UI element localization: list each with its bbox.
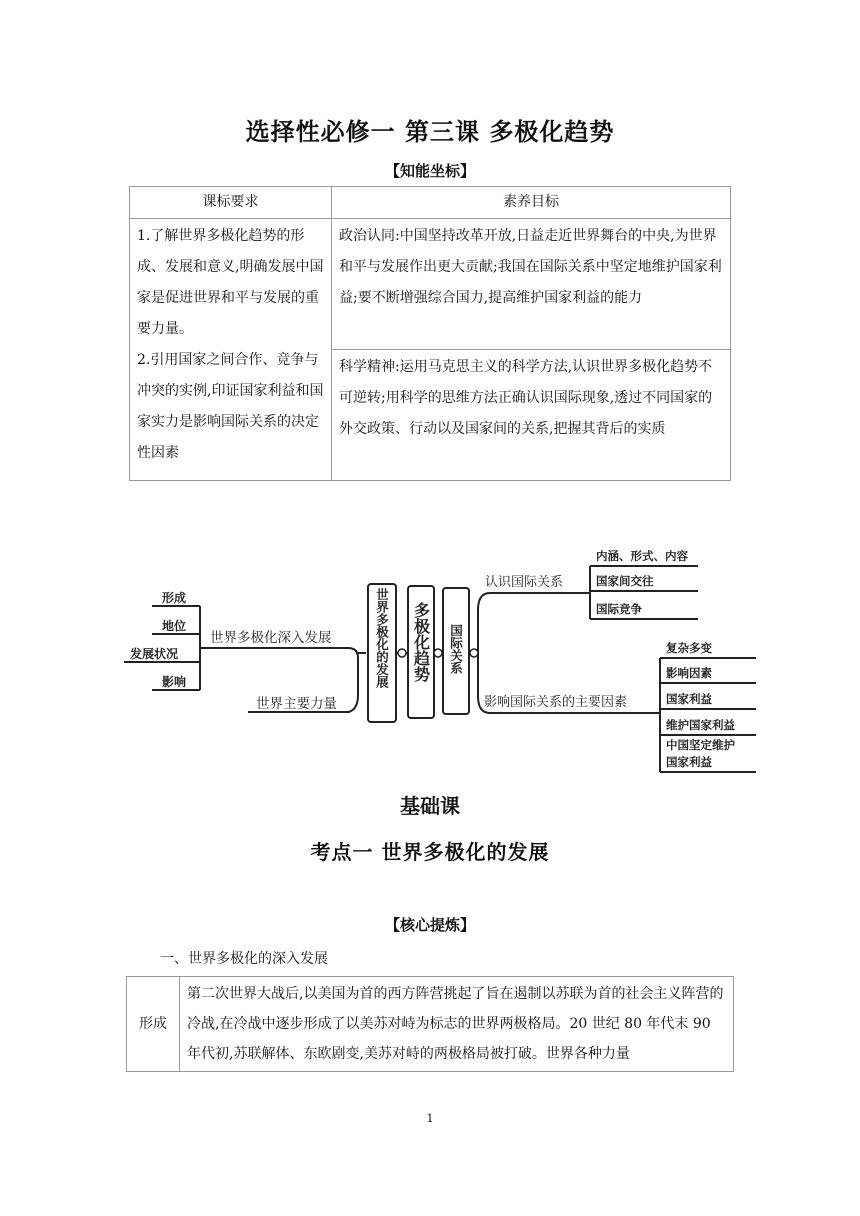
box-world-multipolar: 世界多极化的发展: [374, 588, 390, 688]
leaf-influence-factors: 影响因素: [666, 666, 712, 680]
leaf-china-interest: 国家利益: [666, 755, 712, 769]
branch-main-forces: 世界主要力量: [256, 696, 337, 712]
branch-deep-development: 世界多极化深入发展: [210, 630, 332, 646]
section-heading: 一、世界多极化的深入发展: [160, 951, 328, 967]
exam-point-heading: 考点一 世界多极化的发展: [310, 840, 550, 864]
box-multipolar-trend: 多极化趋势: [411, 602, 431, 682]
core-heading: 【核心提炼】: [384, 916, 475, 934]
leaf-china-firm: 中国坚定维护: [666, 738, 735, 752]
box-international-relations: 国际关系: [448, 624, 464, 674]
leaf-national-interest: 国家利益: [666, 692, 712, 706]
leaf-impact: 影响: [162, 675, 187, 689]
formation-label: 形成: [127, 977, 180, 1072]
branch-know-relations: 认识国际关系: [485, 575, 564, 590]
literacy-scientific: 科学精神:运用马克思主义的科学方法,认识世界多极化趋势不可逆转;用科学的思维方法正确认识国际现象,透过不同国家的外交政策、行动以及国家间的关系,把握其背后的实质: [332, 350, 731, 481]
branch-main-factors: 影响国际关系的主要因素: [484, 695, 628, 710]
header-literacy: 素养目标: [332, 187, 731, 219]
page-title: 选择性必修一 第三课 多极化趋势: [245, 118, 615, 146]
literacy-political: 政治认同:中国坚持改革开放,日益走近世界舞台的中央,为世界和平与发展作出更大贡献;我国在国际关系中坚定地维护国家利益;要不断增强综合国力,提高维护国家利益的能力: [332, 219, 731, 350]
leaf-development: 发展状况: [130, 647, 179, 661]
leaf-intl-competition: 国际竞争: [596, 602, 642, 616]
page-number: 1: [426, 1112, 434, 1125]
formation-text: 第二次世界大战后,以美国为首的西方阵营挑起了旨在遏制以苏联为首的社会主义阵营的冷战,在冷战中逐步形成了以美苏对峙为标志的世界两极格局。20 世纪 80 年代末 90 年代初,苏联解体、东欧剧变,美苏对峙的两极格局被打破。世界各种力量: [180, 977, 734, 1072]
knowledge-mindmap: [120, 530, 765, 778]
curriculum-requirements: 1.了解世界多极化趋势的形成、发展和意义,明确发展中国家是促进世界和平与发展的重要力量。 2.引用国家之间合作、竞争与冲突的实例,印证国家利益和国家实力是影响国际关系的决定性因素: [130, 219, 332, 481]
header-curriculum: 课标要求: [130, 187, 332, 219]
leaf-formation: 形成: [162, 591, 187, 605]
leaf-state-exchange: 国家间交往: [596, 574, 654, 588]
objectives-table: [129, 186, 731, 481]
coordinates-heading: 【知能坐标】: [384, 162, 475, 180]
leaf-complex: 复杂多变: [666, 641, 712, 655]
leaf-safeguard-interest: 维护国家利益: [666, 718, 735, 732]
leaf-connotation: 内涵、形式、内容: [596, 549, 688, 563]
leaf-status: 地位: [162, 619, 187, 633]
basic-lesson-heading: 基础课: [400, 794, 460, 818]
formation-table: [126, 976, 734, 1072]
